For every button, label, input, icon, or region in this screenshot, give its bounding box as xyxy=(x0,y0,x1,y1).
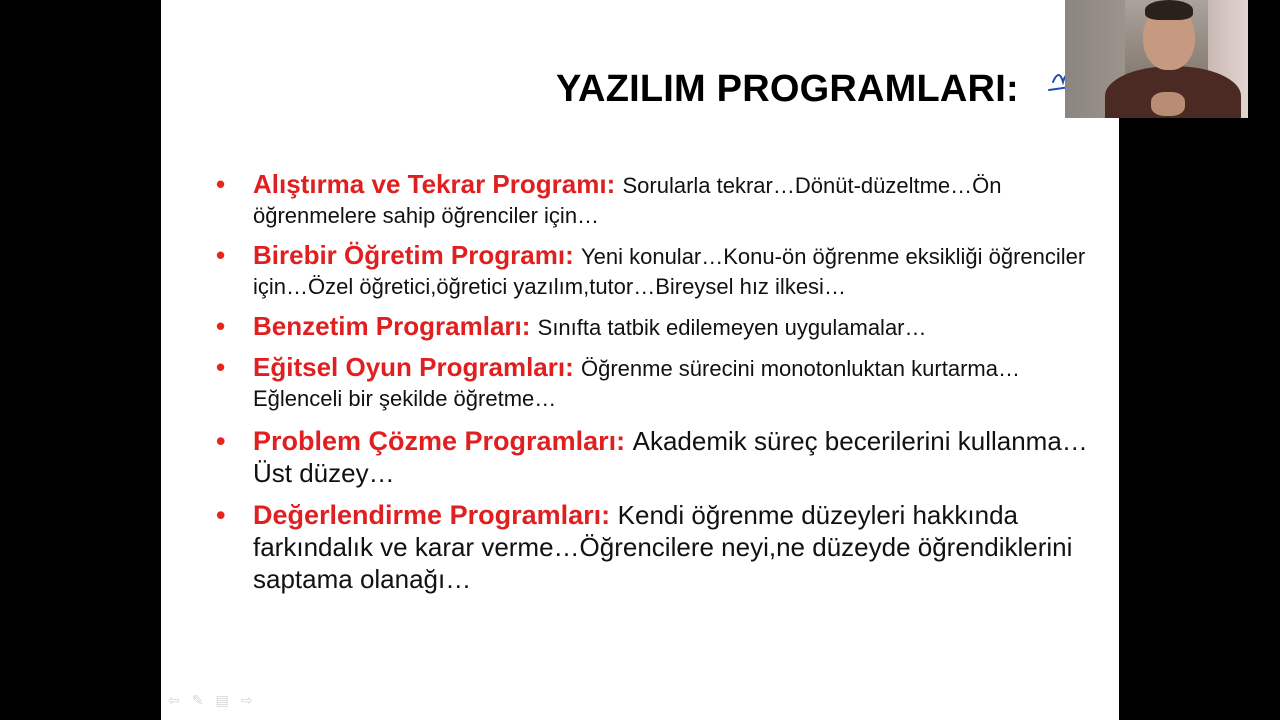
item-description: Akademik süreç becerilerini kullanma…Üst düzey… xyxy=(253,426,1088,488)
presenter-hair xyxy=(1145,0,1193,20)
item-term: Benzetim Programları: xyxy=(253,311,531,341)
item-description: Öğrenme sürecini monotonluktan kurtarma…Eğlenceli bir şekilde öğretme… xyxy=(253,356,1020,411)
slide-title: YAZILIM PROGRAMLARI: xyxy=(556,68,1019,110)
next-icon[interactable]: ⇨ xyxy=(240,692,253,708)
bullet-icon: • xyxy=(216,169,226,199)
previous-icon[interactable]: ⇦ xyxy=(168,692,180,708)
list-item xyxy=(214,353,1094,413)
list-item xyxy=(214,312,1094,342)
list-item xyxy=(214,170,1094,230)
presenter-hand xyxy=(1151,92,1185,116)
bullet-icon: • xyxy=(216,352,226,382)
item-term: Birebir Öğretim Programı: xyxy=(253,240,574,270)
program-list xyxy=(214,170,1094,595)
item-description: Sınıfta tatbik edilemeyen uygulamalar… xyxy=(537,315,927,340)
background-bar xyxy=(1119,118,1280,720)
bullet-icon: • xyxy=(216,311,226,341)
item-description: Yeni konular…Konu-ön öğrenme eksikliği öğrenciler için…Özel öğretici,öğretici yazılım,tutor…Bireysel hız ilkesi… xyxy=(253,244,1086,299)
slide-canvas xyxy=(161,0,1119,720)
item-term: Eğitsel Oyun Programları: xyxy=(253,352,574,382)
bullet-icon: • xyxy=(216,240,226,270)
bullet-icon: • xyxy=(216,500,226,530)
list-item xyxy=(214,499,1094,595)
item-term: Alıştırma ve Tekrar Programı: xyxy=(253,169,616,199)
item-term: Problem Çözme Programları: xyxy=(253,426,626,456)
bullet-icon: • xyxy=(216,426,226,456)
item-description: Sorularla tekrar…Dönüt-düzeltme…Ön öğrenmelere sahip öğrenciler için… xyxy=(253,173,1002,228)
webcam-video xyxy=(1065,0,1248,118)
slideshow-toolbar xyxy=(168,692,252,712)
pen-icon[interactable]: ✎ xyxy=(191,692,204,708)
list-item xyxy=(214,425,1094,489)
item-description: Kendi öğrenme düzeyleri hakkında farkındalık ve karar verme…Öğrencilere neyi,ne düzeyde öğrendiklerini saptama olanağı… xyxy=(253,500,1073,594)
list-item xyxy=(214,241,1094,301)
item-term: Değerlendirme Programları: xyxy=(253,500,611,530)
slides-icon[interactable]: ▤ xyxy=(215,692,229,708)
